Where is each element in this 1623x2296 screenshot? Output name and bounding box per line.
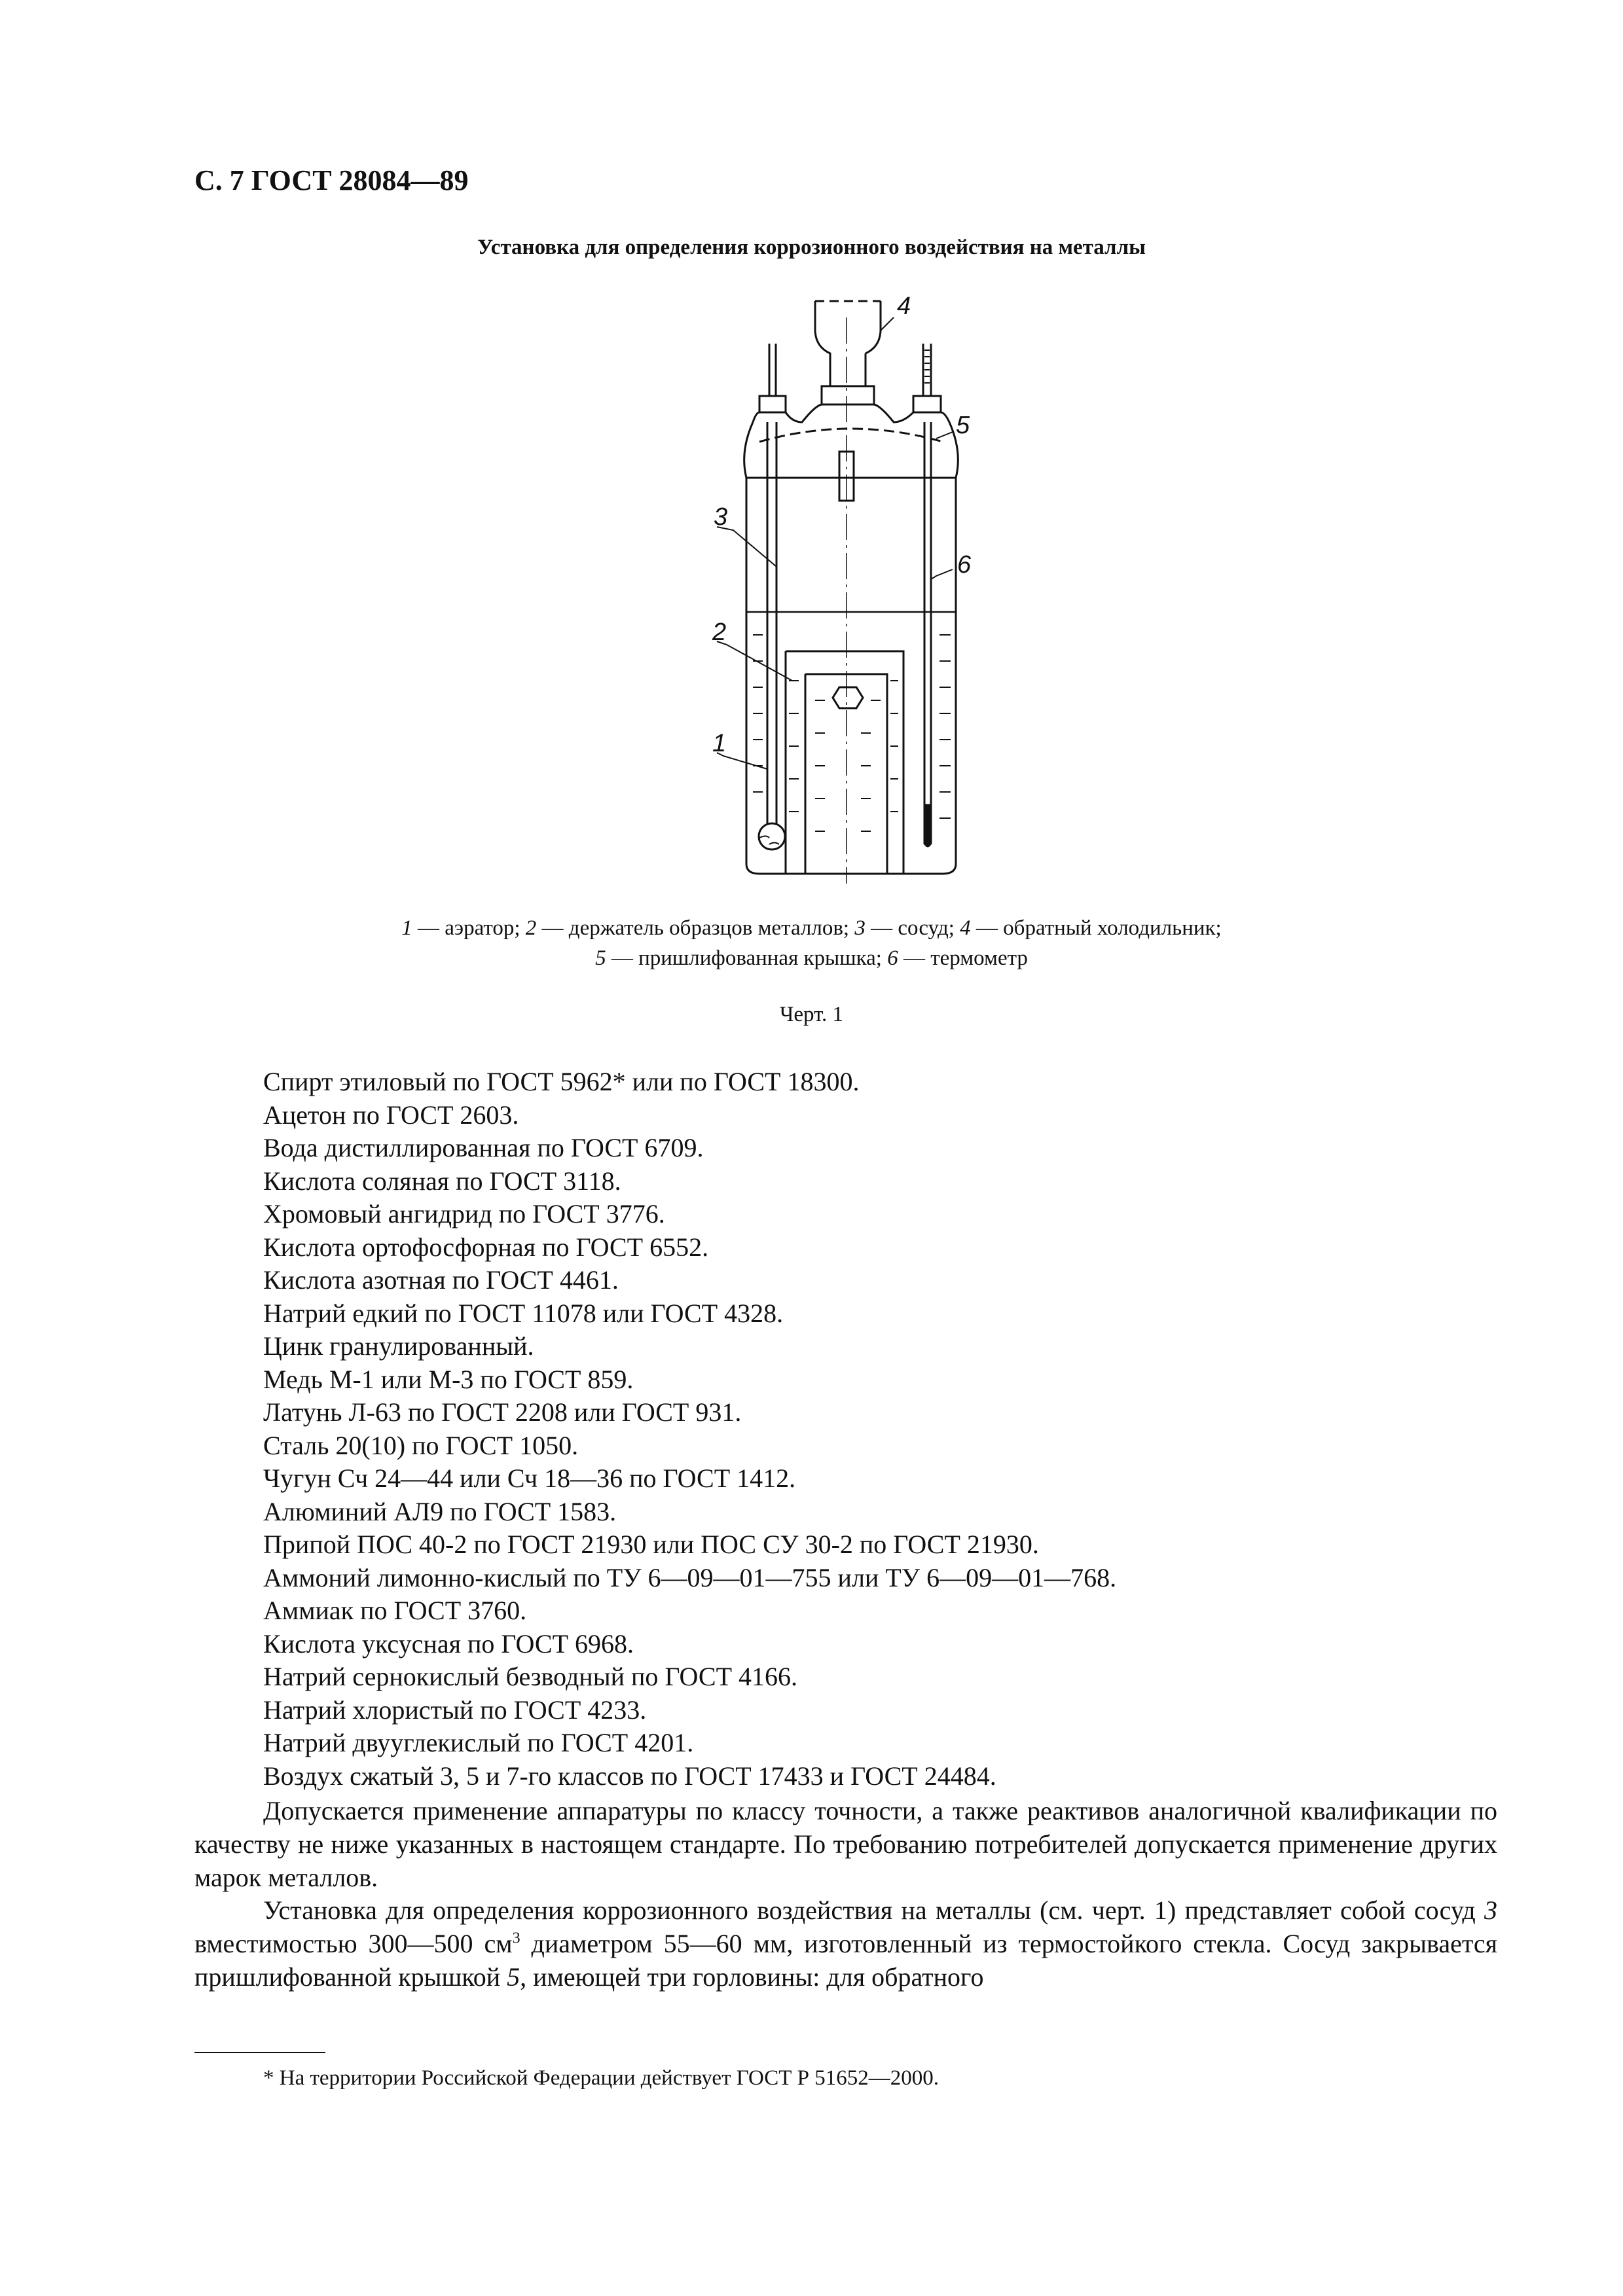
ref-number: 5: [507, 1962, 520, 1992]
list-item: Латунь Л-63 по ГОСТ 2208 или ГОСТ 931.: [263, 1397, 742, 1427]
condenser: [815, 301, 881, 386]
list-item: Кислота ортофосфорная по ГОСТ 6552.: [263, 1232, 709, 1262]
list-item: Кислота уксусная по ГОСТ 6968.: [263, 1628, 634, 1659]
paragraph-text: Допускается применение аппаратуры по классу точности, а также реактивов аналогичной квалификации по качеству не ниже указанных в настоящем стандарте. По требованию потребителей допускается применение других марок металлов.: [194, 1796, 1497, 1892]
paragraph-text: вместимостью 300—500 см: [194, 1929, 513, 1958]
figure-label: 6: [957, 551, 972, 579]
legend-text: — обратный холодильник;: [970, 916, 1222, 940]
page-header: С. 7 ГОСТ 28084—89: [194, 164, 469, 196]
apparatus-drawing: [694, 281, 1021, 897]
list-item: Натрий хлористый по ГОСТ 4233.: [263, 1695, 647, 1725]
footnote: * На территории Российской Федерации действует ГОСТ Р 51652—2000.: [263, 2066, 939, 2090]
legend-text: — термометр: [898, 946, 1028, 970]
legend-num: 6: [887, 946, 898, 970]
list-item: Медь М-1 или М-3 по ГОСТ 859.: [263, 1364, 634, 1394]
legend-num: 1: [401, 916, 412, 940]
list-item: Цинк гранулированный.: [263, 1331, 534, 1361]
legend-text: — аэратор;: [412, 916, 526, 940]
list-item: Спирт этиловый по ГОСТ 5962* или по ГОСТ 18300.: [263, 1067, 860, 1096]
list-item: Натрий сернокислый безводный по ГОСТ 4166.: [263, 1662, 798, 1691]
legend-num: 3: [854, 916, 866, 940]
legend-num: 2: [525, 916, 537, 940]
lid: [753, 404, 949, 422]
legend-text: — пришлифованная крышка;: [606, 946, 888, 970]
legend-text: — сосуд;: [865, 916, 960, 940]
list-item: Сталь 20(10) по ГОСТ 1050.: [263, 1430, 579, 1460]
paragraph-equipment: [194, 1794, 1497, 1894]
paragraph-apparatus: [194, 1893, 1497, 1994]
paragraph-text: Установка для определения коррозионного воздействия на металлы (см. черт. 1) представляет собой сосуд: [263, 1895, 1484, 1925]
figure-title: Установка для определения коррозионного воздействия на металлы: [477, 236, 1146, 259]
figure-label: 5: [956, 412, 970, 439]
list-item: Кислота соляная по ГОСТ 3118.: [263, 1166, 621, 1196]
figure-caption: Черт. 1: [779, 1003, 844, 1026]
figure-label: 1: [712, 730, 727, 757]
ref-number: 3: [1484, 1895, 1497, 1925]
footnote-divider: [194, 2052, 325, 2053]
figure-label: 2: [712, 619, 727, 646]
legend-num: 4: [960, 916, 971, 940]
legend-text: — держатель образцов металлов;: [536, 916, 855, 940]
list-item: Аммоний лимонно-кислый по ТУ 6—09—01—755 или ТУ 6—09—01—768.: [263, 1562, 1117, 1592]
figure-legend: [0, 913, 1623, 973]
figure-label: 3: [714, 503, 728, 531]
list-item: Припой ПОС 40-2 по ГОСТ 21930 или ПОС СУ 30-2 по ГОСТ 21930.: [263, 1530, 1039, 1559]
superscript: 3: [512, 1929, 520, 1947]
reagent-list: [263, 1066, 1507, 1793]
paragraph-text: диаметром 55—60 мм, изготовленный из термостойкого стекла. Сосуд закрывается пришлифованной крышкой: [194, 1929, 1497, 1992]
list-item: Воздух сжатый 3, 5 и 7-го классов по ГОСТ 17433 и ГОСТ 24484.: [263, 1761, 996, 1791]
paragraph-text: , имеющей три горловины: для обратного: [520, 1962, 984, 1992]
list-item: Ацетон по ГОСТ 2603.: [263, 1100, 519, 1130]
figure-label: 4: [897, 293, 911, 320]
list-item: Натрий едкий по ГОСТ 11078 или ГОСТ 4328.: [263, 1298, 784, 1328]
sample-holder: [786, 651, 903, 874]
list-item: Натрий двууглекислый по ГОСТ 4201.: [263, 1728, 694, 1757]
list-item: Алюминий АЛ9 по ГОСТ 1583.: [263, 1496, 617, 1526]
list-item: Хромовый ангидрид по ГОСТ 3776.: [263, 1199, 665, 1229]
list-item: Кислота азотная по ГОСТ 4461.: [263, 1265, 619, 1295]
list-item: Аммиак по ГОСТ 3760.: [263, 1596, 527, 1625]
legend-num: 5: [595, 946, 606, 970]
list-item: Чугун Сч 24—44 или Сч 18—36 по ГОСТ 1412.: [263, 1463, 796, 1493]
list-item: Вода дистиллированная по ГОСТ 6709.: [263, 1133, 704, 1162]
